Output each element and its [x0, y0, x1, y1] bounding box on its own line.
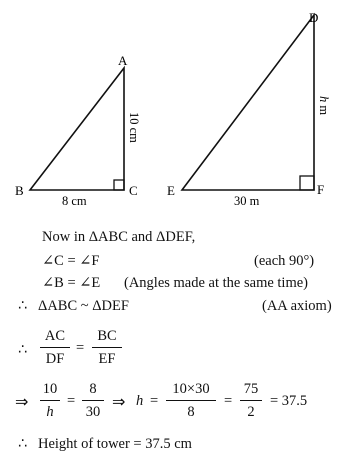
fraction-bar: [92, 347, 122, 348]
label-C: C: [129, 183, 138, 198]
fraction-10x30-8: [166, 381, 216, 421]
fraction-8-30: [82, 381, 104, 421]
label-A: A: [118, 53, 128, 68]
reason-aa-axiom: (AA axiom): [262, 298, 332, 314]
triangle-def: [182, 15, 314, 190]
fraction-bar: [40, 347, 70, 348]
denominator-30: 30: [85, 404, 101, 420]
equals-sign-4: =: [224, 393, 233, 409]
implies-arrow-2: ⇒: [112, 392, 126, 411]
therefore-symbol-1: ∴: [18, 298, 28, 314]
numerator-bc: BC: [97, 328, 117, 344]
label-bc-length: 8 cm: [62, 194, 87, 208]
label-ac-length: 10 cm: [127, 112, 141, 143]
similarity-statement: ΔABC ~ ΔDEF: [38, 298, 129, 314]
denominator-ef: EF: [98, 351, 116, 367]
conclusion-height-of-tower: Height of tower = 37.5 cm: [38, 436, 192, 452]
fraction-bar: [240, 400, 262, 401]
label-ef-length: 30 m: [234, 194, 260, 208]
label-E: E: [167, 183, 175, 198]
right-angle-mark-f: [300, 176, 314, 190]
angle-b-equals-e: ∠B = ∠E: [42, 275, 101, 291]
denominator-h: h: [46, 404, 54, 420]
therefore-symbol-2: ∴: [18, 342, 28, 358]
right-angle-mark-c: [114, 180, 124, 190]
triangle-abc: [30, 68, 124, 190]
fraction-bar: [82, 400, 104, 401]
similar-triangles-figure: [0, 0, 355, 215]
angle-c-equals-f: ∠C = ∠F: [42, 253, 100, 269]
numerator-10: 10: [42, 381, 58, 397]
implies-arrow-1: ⇒: [15, 392, 29, 411]
fraction-bar: [40, 400, 60, 401]
fraction-ac-df: [40, 328, 70, 368]
equals-sign-1: =: [76, 340, 85, 356]
therefore-symbol-3: ∴: [18, 436, 28, 452]
statement-line-1: Now in ΔABC and ΔDEF,: [42, 229, 196, 245]
fraction-bc-ef: [92, 328, 122, 368]
fraction-bar: [166, 400, 216, 401]
label-F: F: [317, 182, 325, 197]
variable-h: h: [136, 393, 144, 409]
denominator-8: 8: [187, 404, 195, 420]
numerator-8: 8: [89, 381, 97, 397]
label-D: D: [309, 10, 319, 25]
reason-each-90: (each 90°): [254, 253, 315, 269]
denominator-df: DF: [45, 351, 65, 367]
numerator-75: 75: [243, 381, 259, 397]
equals-sign-3: =: [150, 393, 159, 409]
result-value: = 37.5: [270, 393, 308, 409]
fraction-10-h: [40, 381, 60, 421]
reason-angles-same-time: (Angles made at the same time): [124, 275, 309, 291]
fraction-75-2: [240, 381, 262, 421]
numerator-ac: AC: [44, 328, 66, 344]
denominator-2: 2: [247, 404, 255, 420]
label-B: B: [15, 183, 24, 198]
label-df-length: h m: [317, 96, 331, 116]
numerator-10x30: 10×30: [172, 381, 210, 397]
equals-sign-2: =: [67, 393, 76, 409]
